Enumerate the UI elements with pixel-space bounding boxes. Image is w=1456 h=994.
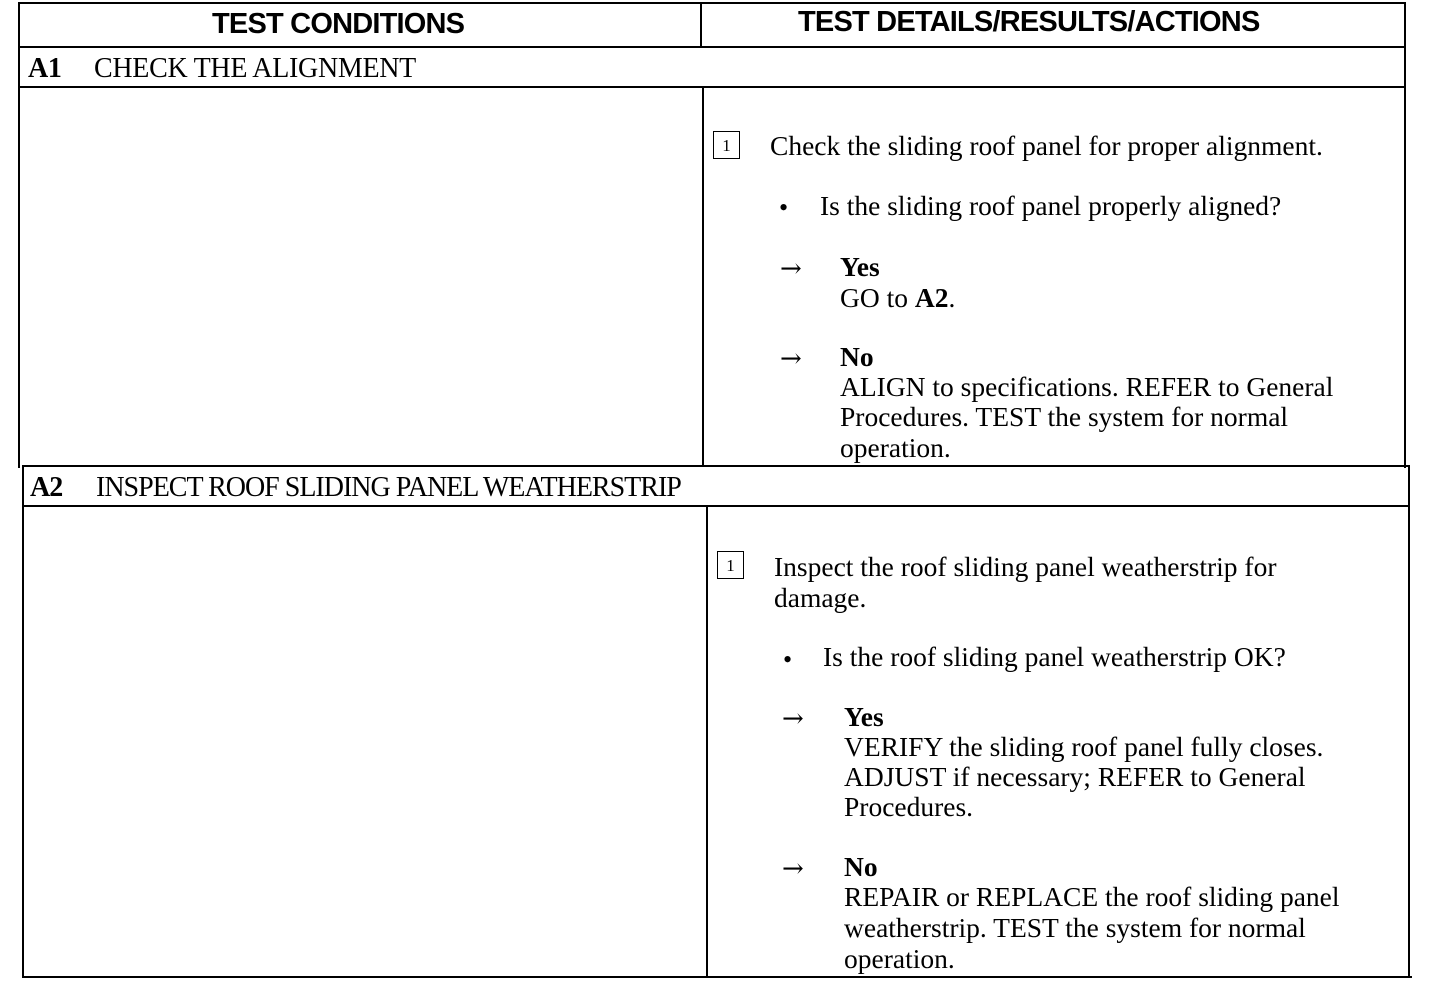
table-left-border-lower xyxy=(22,465,24,978)
a1-question-bullet: • xyxy=(779,193,789,222)
a1-yes-arrow: → xyxy=(780,254,802,284)
a2-step-number-box: 1 xyxy=(717,551,744,579)
a1-body-bottom-border xyxy=(22,465,1408,467)
header-test-details: TEST DETAILS/RESULTS/ACTIONS xyxy=(798,6,1260,38)
table-bottom-border xyxy=(24,976,1412,978)
a2-no-arrow: → xyxy=(782,854,804,884)
a2-question-bullet: • xyxy=(783,645,793,674)
a1-title-bottom-border xyxy=(18,86,1406,88)
a1-step-text: Check the sliding roof panel for proper alignment. xyxy=(770,130,1323,161)
column-divider-a1 xyxy=(702,86,704,467)
header-bottom-border xyxy=(18,46,1406,48)
a1-step-number-box: 1 xyxy=(713,131,740,159)
table-top-border xyxy=(18,2,1406,4)
a1-no-action-line-1: ALIGN to specifications. REFER to General xyxy=(840,371,1334,402)
column-divider-header xyxy=(700,2,702,48)
table-right-border-lower xyxy=(1408,465,1410,978)
header-test-conditions: TEST CONDITIONS xyxy=(212,8,465,40)
a2-question: Is the roof sliding panel weatherstrip OK? xyxy=(823,641,1286,672)
a2-yes-action-line-3: Procedures. xyxy=(844,791,974,822)
a2-no-label: No xyxy=(844,851,878,882)
table-left-border xyxy=(18,2,20,468)
a1-question: Is the sliding roof panel properly aligned? xyxy=(820,190,1282,221)
section-a2-id: A2 xyxy=(30,472,63,503)
a2-yes-label: Yes xyxy=(844,701,884,732)
a2-step-text-line-1: Inspect the roof sliding panel weatherstrip for xyxy=(774,551,1277,582)
column-divider-a2 xyxy=(706,505,708,978)
a2-no-action-line-3: operation. xyxy=(844,943,955,974)
a2-no-action-line-2: weatherstrip. TEST the system for normal xyxy=(844,912,1306,943)
a1-no-label: No xyxy=(840,341,874,372)
a1-yes-action-ref: A2 xyxy=(914,282,949,313)
a1-yes-action-suffix: . xyxy=(948,282,956,313)
a1-no-arrow: → xyxy=(780,344,802,374)
a1-no-action-line-2: Procedures. TEST the system for normal xyxy=(840,401,1289,432)
section-a2-title: INSPECT ROOF SLIDING PANEL WEATHERSTRIP xyxy=(96,472,681,503)
a2-yes-arrow: → xyxy=(782,704,804,734)
a1-yes-label: Yes xyxy=(840,251,880,282)
table-right-border xyxy=(1404,2,1406,468)
a2-yes-action-line-1: VERIFY the sliding roof panel fully closes. xyxy=(844,731,1324,762)
section-a1-title-row xyxy=(28,53,416,85)
a2-step-text-line-2: damage. xyxy=(774,582,867,613)
a2-no-action-line-1: REPAIR or REPLACE the roof sliding panel xyxy=(844,881,1340,912)
section-a1-title: CHECK THE ALIGNMENT xyxy=(94,53,416,84)
a2-title-bottom-border xyxy=(22,505,1410,507)
section-a2-title-row xyxy=(30,472,681,504)
a2-yes-action-line-2: ADJUST if necessary; REFER to General xyxy=(844,761,1306,792)
section-a1-id: A1 xyxy=(28,53,62,84)
a1-yes-action xyxy=(840,283,955,313)
a1-no-action-line-3: operation. xyxy=(840,432,951,463)
a1-yes-action-prefix: GO to xyxy=(840,282,915,313)
